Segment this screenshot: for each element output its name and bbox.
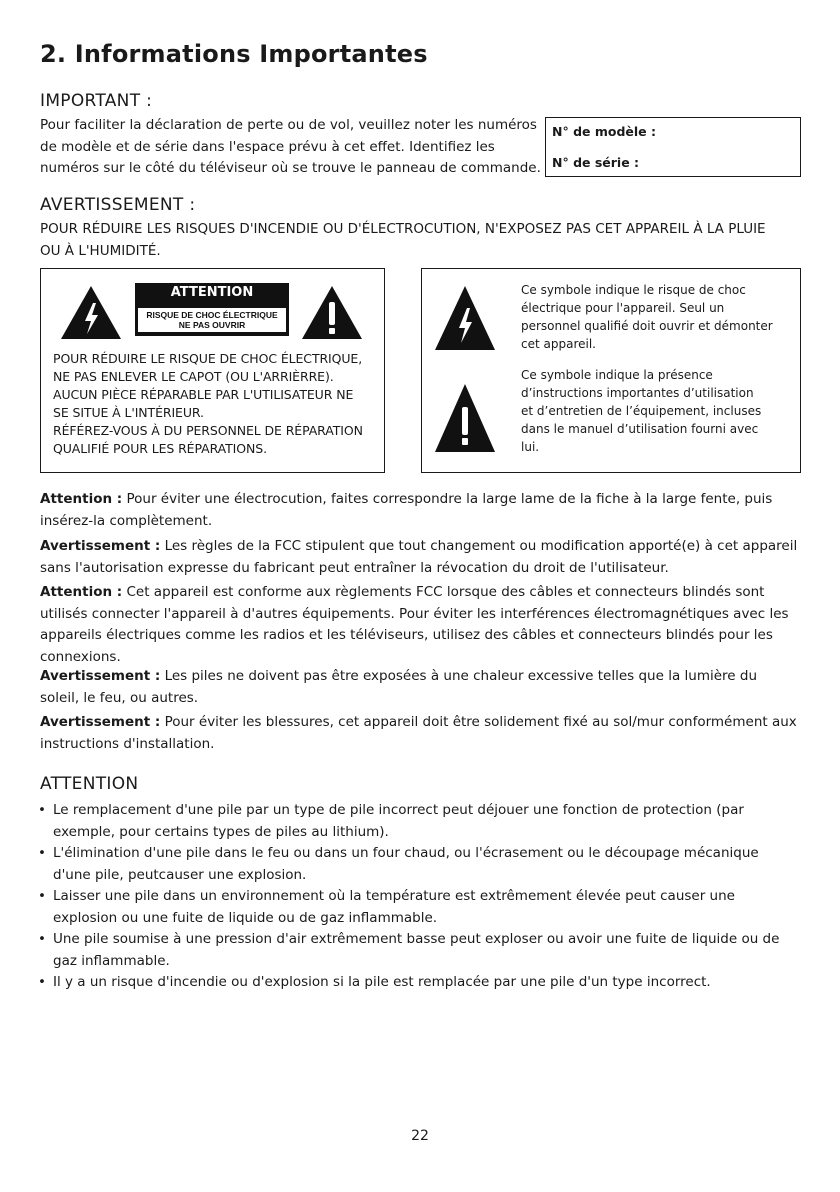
page-title: 2. Informations Importantes bbox=[40, 40, 428, 68]
attention-label-line: RISQUE DE CHOC ÉLECTRIQUE bbox=[146, 310, 278, 320]
electric-shock-warning-icon bbox=[60, 285, 122, 340]
important-line: de modèle et de série dans l'espace prévu à cet effet. Identifiez les bbox=[40, 138, 495, 155]
note-label: Avertissement : bbox=[40, 538, 161, 554]
attention-heading: ATTENTION bbox=[40, 774, 139, 794]
list-item: • Laisser une pile dans un environnement où la température est extrêmement élevée peut causer une explosion ou une fuite de liquide ou de gaz inflammable. bbox=[38, 886, 800, 929]
list-item: • Le remplacement d'une pile par un type de pile incorrect peut déjouer une fonction de protection (par exemple, pour certains types de piles au lithium). bbox=[38, 800, 800, 843]
note bbox=[40, 536, 800, 579]
exclamation-symbol-icon bbox=[434, 383, 496, 453]
caution-text bbox=[53, 350, 363, 458]
note bbox=[40, 582, 800, 668]
caution-line: POUR RÉDUIRE LE RISQUE DE CHOC ÉLECTRIQUE, bbox=[53, 351, 363, 366]
caution-line: NE PAS ENLEVER LE CAPOT (OU L'ARRIÈRRE). bbox=[53, 369, 334, 384]
attention-label-line: NE PAS OUVRIR bbox=[178, 320, 246, 330]
note bbox=[40, 712, 800, 755]
list-item: • Il y a un risque d'incendie ou d'explosion si la pile est remplacée par une pile d'un type incorrect. bbox=[38, 972, 800, 994]
warning-text bbox=[40, 219, 766, 262]
exclamation-warning-icon bbox=[301, 285, 363, 340]
list-item: • L'élimination d'une pile dans le feu ou dans un four chaud, ou l'écrasement ou le découpage mécanique d'une pile, peutcauser une explosion. bbox=[38, 843, 800, 886]
model-number-label: N° de modèle : bbox=[552, 124, 656, 139]
caution-line: SE SITUE À L'INTÉRIEUR. bbox=[53, 405, 204, 420]
symbol-line: Ce symbole indique la présence bbox=[521, 368, 713, 382]
caution-line: QUALIFIÉ POUR LES RÉPARATIONS. bbox=[53, 441, 267, 456]
exclamation-symbol-description bbox=[521, 366, 761, 456]
caution-line: RÉFÉREZ-VOUS À DU PERSONNEL DE RÉPARATION bbox=[53, 423, 363, 438]
note bbox=[40, 489, 800, 532]
note-label: Avertissement : bbox=[40, 668, 161, 684]
lightning-symbol-icon bbox=[434, 285, 496, 351]
note bbox=[40, 666, 800, 709]
attention-label-warning bbox=[138, 308, 286, 332]
important-line: numéros sur le côté du téléviseur où se trouve le panneau de commande. bbox=[40, 160, 541, 176]
warning-line: POUR RÉDUIRE LES RISQUES D'INCENDIE OU D'ÉLECTROCUTION, N'EXPOSEZ PAS CET APPAREIL À LA PLUIE bbox=[40, 221, 766, 237]
model-serial-box bbox=[545, 117, 801, 177]
warning-line: OU À L'HUMIDITÉ. bbox=[40, 242, 161, 259]
note-text: Les piles ne doivent pas être exposées à une chaleur excessive telles que la lumière du soleil, le feu, ou autres. bbox=[40, 668, 758, 706]
note-text: Pour éviter une électrocution, faites correspondre la large lame de la fiche à la large fente, puis insérez-la complètement. bbox=[40, 491, 773, 529]
attention-label bbox=[135, 283, 289, 336]
symbol-line: électrique pour l'appareil. Seul un bbox=[521, 301, 725, 315]
attention-bullet-list bbox=[38, 800, 800, 994]
attention-label-title: ATTENTION bbox=[170, 285, 254, 300]
symbol-line: cet appareil. bbox=[521, 337, 596, 351]
warning-heading: AVERTISSEMENT : bbox=[40, 195, 196, 215]
important-line: Pour faciliter la déclaration de perte ou de vol, veuillez noter les numéros bbox=[40, 117, 537, 133]
symbol-line: dans le manuel d’utilisation fourni avec bbox=[521, 422, 759, 436]
note-text: Les règles de la FCC stipulent que tout changement ou modification apporté(e) à cet appareil sans l'autorisation expresse du fabricant peut entraîner la révocation du droit de l'utilisateur. bbox=[40, 538, 798, 576]
note-text: Cet appareil est conforme aux règlements FCC lorsque des câbles et connecteurs blindés sont utilisés connecter l'appareil à d'autres équipements. Pour éviter les interférences électromagnétiques avec les appareils électriques comme les radios et les téléviseurs, utilisez des câbles et connecteurs blindés pour les connexions. bbox=[40, 584, 789, 665]
symbol-line: Ce symbole indique le risque de choc bbox=[521, 283, 746, 297]
symbol-line: et d’entretien de l’équipement, incluses bbox=[521, 404, 762, 418]
important-text bbox=[40, 115, 541, 180]
symbol-line: d’instructions importantes d’utilisation bbox=[521, 386, 754, 400]
note-text: Pour éviter les blessures, cet appareil doit être solidement fixé au sol/mur conformément aux instructions d'installation. bbox=[40, 714, 797, 752]
note-label: Attention : bbox=[40, 491, 123, 507]
caution-line: AUCUN PIÈCE RÉPARABLE PAR L'UTILISATEUR NE bbox=[53, 387, 354, 402]
symbol-line: lui. bbox=[521, 440, 540, 454]
serial-number-label: N° de série : bbox=[552, 155, 640, 170]
page-number: 22 bbox=[411, 1128, 429, 1144]
important-heading: IMPORTANT : bbox=[40, 91, 153, 111]
note-label: Avertissement : bbox=[40, 714, 161, 730]
list-item: • Une pile soumise à une pression d'air extrêmement basse peut exploser ou avoir une fuite de liquide ou de gaz inflammable. bbox=[38, 929, 800, 972]
note-label: Attention : bbox=[40, 584, 123, 600]
symbol-line: personnel qualifié doit ouvrir et démonter bbox=[521, 319, 773, 333]
lightning-symbol-description bbox=[521, 281, 773, 353]
